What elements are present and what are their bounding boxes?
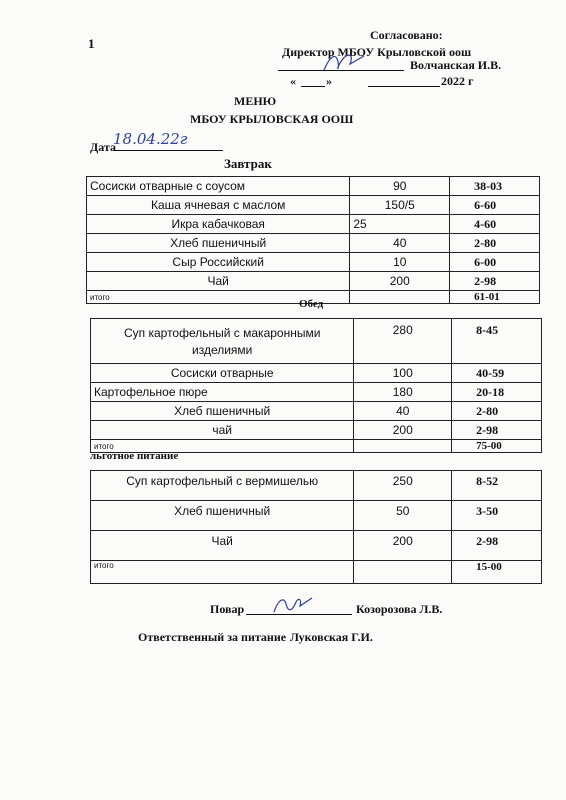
dish-price: 2-98 xyxy=(452,531,542,561)
dish-qty: 25 xyxy=(350,215,450,234)
table-row xyxy=(91,319,542,364)
approval-month-line xyxy=(368,86,440,87)
dish-price: 6-00 xyxy=(450,253,540,272)
dish-price: 2-80 xyxy=(450,234,540,253)
responsible-name: Луковская Г.И. xyxy=(290,630,373,644)
table-row xyxy=(91,421,542,440)
table-row xyxy=(91,471,542,501)
dish-name: Сосиски отварные с соусом xyxy=(87,177,350,196)
menu-title: МЕНЮ xyxy=(234,94,277,108)
dish-name: Каша ячневая с маслом xyxy=(87,196,350,215)
approval-year: 2022 г xyxy=(441,74,474,88)
total-row xyxy=(91,561,542,584)
table-row xyxy=(87,177,540,196)
date-label: Дата xyxy=(90,140,116,154)
table-row xyxy=(91,383,542,402)
dish-qty: 90 xyxy=(350,177,450,196)
approval-position: Директор МБОУ Крыловской оош xyxy=(282,45,472,59)
approval-quote-open: « xyxy=(290,74,296,88)
director-signature xyxy=(320,48,370,76)
dish-qty: 280 xyxy=(354,319,452,364)
dish-qty: 150/5 xyxy=(350,196,450,215)
table-row xyxy=(91,364,542,383)
dish-name: Сосиски отварные xyxy=(91,364,354,383)
dish-price: 40-59 xyxy=(452,364,542,383)
table-row xyxy=(87,196,540,215)
dish-name: Суп картофельный с вермишелью xyxy=(91,471,354,501)
table-row xyxy=(87,272,540,291)
dish-name: Хлеб пшеничный xyxy=(87,234,350,253)
total-label: итого xyxy=(91,440,354,453)
dish-price: 3-50 xyxy=(452,501,542,531)
table-row xyxy=(87,253,540,272)
table-row xyxy=(91,402,542,421)
dish-qty: 180 xyxy=(354,383,452,402)
approval-name: Волчанская И.В. xyxy=(410,58,502,72)
breakfast-table xyxy=(86,176,540,304)
responsible-label: Ответственный за питание xyxy=(138,630,287,644)
dish-price: 20-18 xyxy=(452,383,542,402)
cook-name: Козорозова Л.В. xyxy=(356,602,443,616)
breakfast-title: Завтрак xyxy=(224,156,272,171)
preferential-table xyxy=(90,470,542,584)
preferential-title: льготное питание xyxy=(90,450,179,462)
dish-price: 8-45 xyxy=(452,319,542,364)
dish-qty: 10 xyxy=(350,253,450,272)
table-row xyxy=(91,501,542,531)
approval-day-line xyxy=(301,86,325,87)
dish-name: Икра кабачковая xyxy=(87,215,350,234)
dish-name: Суп картофельный с макаронными изделиями xyxy=(91,319,354,364)
school-name: МБОУ КРЫЛОВСКАЯ ООШ xyxy=(190,112,354,126)
table-row xyxy=(91,531,542,561)
dish-qty: 200 xyxy=(354,531,452,561)
dish-qty: 250 xyxy=(354,471,452,501)
approval-title: Согласовано: xyxy=(370,28,443,42)
dish-price: 6-60 xyxy=(450,196,540,215)
dish-qty: 200 xyxy=(350,272,450,291)
dish-name: чай xyxy=(91,421,354,440)
dish-price: 8-52 xyxy=(452,471,542,501)
total-label: итого xyxy=(87,291,350,304)
dish-price: 2-98 xyxy=(452,421,542,440)
dish-price: 38-03 xyxy=(450,177,540,196)
cook-label: Повар xyxy=(210,602,245,616)
date-line xyxy=(113,150,223,151)
total-value: 75-00 xyxy=(452,440,542,453)
dish-price: 2-98 xyxy=(450,272,540,291)
lunch-table xyxy=(90,318,542,453)
table-row xyxy=(87,215,540,234)
dish-name: Картофельное пюре xyxy=(91,383,354,402)
total-value: 15-00 xyxy=(452,561,542,584)
dish-qty: 50 xyxy=(354,501,452,531)
date-value: 18.04.22г xyxy=(113,130,188,148)
dish-price: 2-80 xyxy=(452,402,542,421)
dish-price: 4-60 xyxy=(450,215,540,234)
dish-qty: 40 xyxy=(354,402,452,421)
dish-name: Хлеб пшеничный xyxy=(91,501,354,531)
dish-name: Сыр Российский xyxy=(87,253,350,272)
dish-qty: 100 xyxy=(354,364,452,383)
dish-name: Чай xyxy=(87,272,350,291)
lunch-title: Обед xyxy=(299,298,324,310)
dish-name: Хлеб пшеничный xyxy=(91,402,354,421)
dish-qty: 200 xyxy=(354,421,452,440)
dish-name: Чай xyxy=(91,531,354,561)
approval-quote-close: » xyxy=(326,74,332,88)
page-number: 1 xyxy=(88,36,95,51)
total-value: 61-01 xyxy=(450,291,540,304)
dish-qty: 40 xyxy=(350,234,450,253)
table-row xyxy=(87,234,540,253)
cook-signature xyxy=(270,592,316,618)
total-label: итого xyxy=(91,561,354,584)
